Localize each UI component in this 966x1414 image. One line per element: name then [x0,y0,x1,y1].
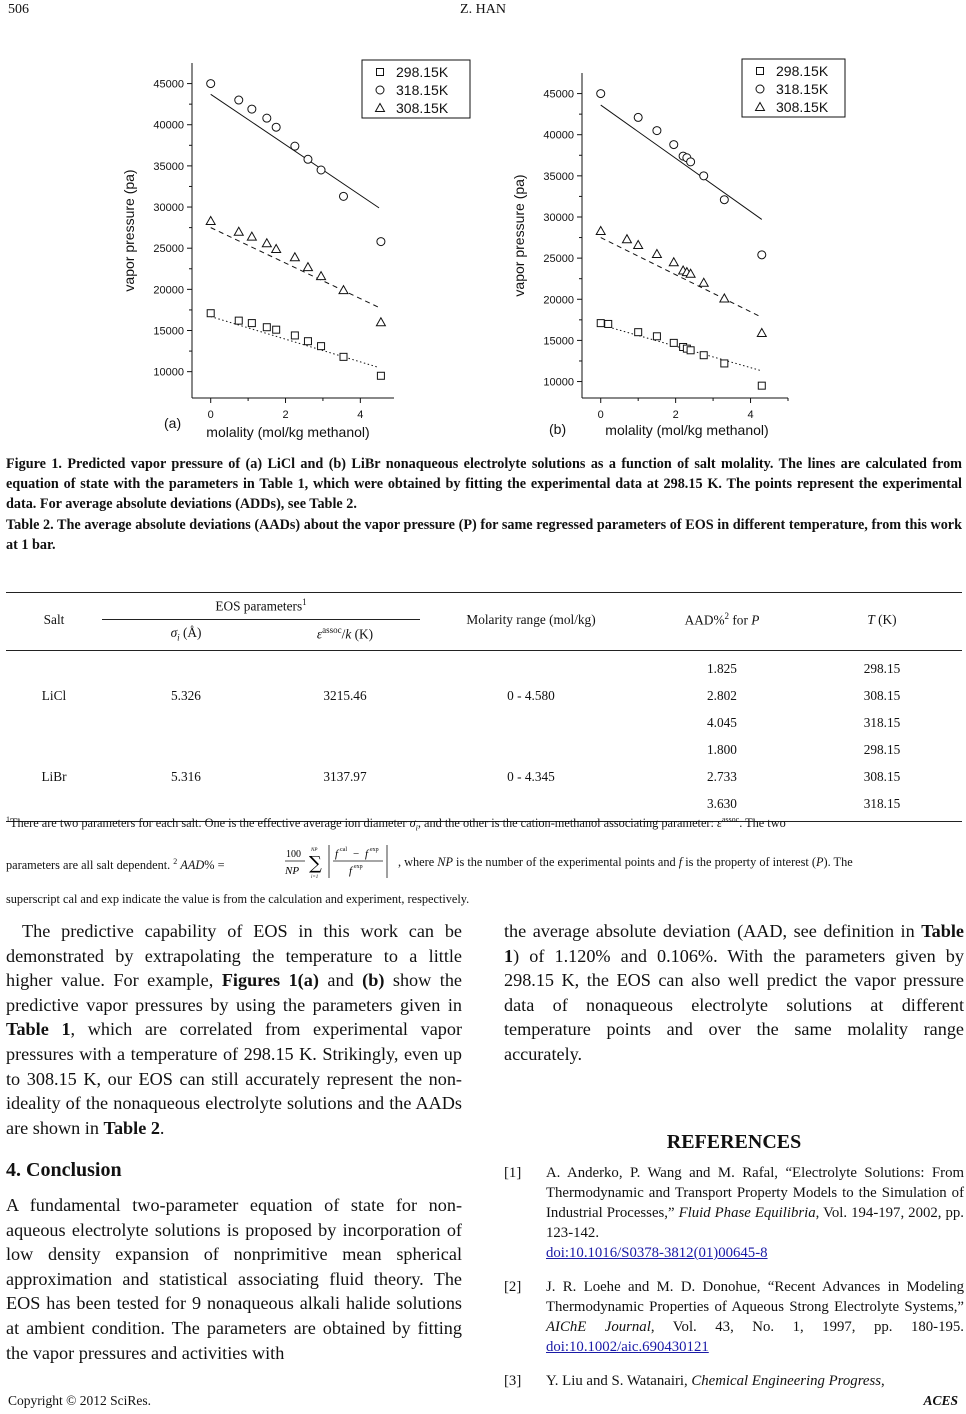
data-point-298.15K [700,352,707,359]
data-point-308.15K [317,272,326,280]
y-tick-label: 25000 [153,243,184,256]
data-point-298.15K [597,320,604,327]
doi-link[interactable]: doi:10.1016/S0378-3812(01)00645-8 [546,1245,768,1261]
x-tick-label: 2 [672,409,679,421]
data-point-318.15K [317,166,325,174]
y-tick-label: 20000 [153,284,184,297]
copyright: Copyright © 2012 SciRes. [8,1393,152,1408]
svg-text:f: f [335,847,339,860]
data-point-308.15K [247,232,256,240]
data-point-308.15K [669,258,678,266]
header-epsilon: $\varepsilon^{assoc}/k$ (K) [316,624,374,642]
data-point-318.15K [700,172,708,180]
references-list [504,1163,964,1405]
temp-cell: 308.15 [863,768,901,784]
header-molarity-range: Molarity range (mol/kg) [466,612,596,627]
paragraph: A fundamental two-parameter equation of state for nonaqueous electrolyte solutions is proposed by incorporation of low density expansion of nonprimitive mean spherical approximation and statistical associating fluid theory. The EOS has been tested for 9 nonaqueous alkali halide solutions at ambient condition. The parameters are obtained by fitting the vapor pressures and activities with [6,1194,462,1363]
temp-cell: 318.15 [863,795,901,811]
data-point-318.15K [653,127,661,135]
legend-label: 298.15K [776,63,829,79]
data-point-308.15K [339,286,348,294]
references-title: REFERENCES [666,1131,802,1153]
data-point-318.15K [340,192,348,200]
svg-text:exp: exp [370,846,379,853]
aad-cell: 4.045 [707,714,737,730]
paragraph: The predictive capability of EOS in this work can be demonstrated by extrapolating the temperature to a little higher value. For example, Figures 1(a) and (b) show the predictive vapor pressures by using the parameters given in Table 1, which are correlated from experimental vapor pressures with a temperature of 298.15 K. Strikingly, even up to 308.15 K, our EOS can still accurately represent the non-ideality of the nonaqueous electrolyte solutions and the AADs are shown in Table 2. [6,921,463,1138]
data-point-318.15K [597,90,605,98]
y-tick-label: 40000 [153,119,184,132]
salt-cell: LiCl [41,687,67,703]
svg-text:∑: ∑ [309,852,322,874]
y-tick-label: 20000 [543,294,574,307]
figure-caption: Figure 1. Predicted vapor pressure of (a) LiCl and (b) LiBr nonaqueous electrolyte solutions as a function of salt molality. The lines are calculated from equation of state with the parameters in Table 1, which were obtained by fitting the experimental data at 298.15 K. The points represent the experimental data. For average absolute deviations (ADDs), see Table 2. [6,456,962,512]
x-tick-label: 4 [747,409,754,421]
data-point-298.15K [273,326,280,333]
y-tick-label: 30000 [543,211,574,224]
svg-text:NP: NP [285,864,300,877]
aad-cell: 1.825 [707,660,737,676]
temp-cell: 318.15 [863,714,901,730]
data-point-308.15K [234,227,243,235]
header-eos-parameters: EOS parameters$^1$ [102,593,420,620]
data-point-298.15K [377,372,384,379]
data-point-318.15K [377,238,385,246]
doi-link[interactable]: doi:10.1002/aic.690430121 [546,1339,709,1355]
svg-text:f: f [349,864,353,877]
data-point-308.15K [622,235,631,243]
data-point-318.15K [634,113,642,121]
salt-cell: LiBr [41,768,67,784]
data-point-318.15K [720,196,728,204]
y-tick-label: 35000 [153,160,184,173]
reference-item: [3] Y. Liu and S. Watanairi, Chemical Engineering Progress, [504,1373,885,1389]
epsilon-cell: 3215.46 [323,687,367,703]
range-cell: 0 - 4.345 [507,768,555,784]
data-point-318.15K [207,80,215,88]
data-point-308.15K [699,278,708,286]
fit-line-318.15K [601,105,762,219]
paragraph: the average absolute deviation (AAD, see definition in Table 1) of 1.120% and 0.106%. With the parameters given by 298.15 K, the EOS can also well predict the vapor pressure data of nonaqueous electrolyte solutions at different temperature points and over the same molality range accurately. [504,921,964,1064]
aad-cell: 3.630 [707,795,737,811]
data-point-298.15K [207,310,214,317]
data-point-318.15K [291,142,299,150]
figure-1a-plot [100,48,485,443]
data-point-298.15K [340,353,347,360]
left-column [6,919,462,1365]
legend-label: 318.15K [776,81,829,97]
reference-item: [2] J. R. Loehe and M. D. Donohue, “Recent Advances in Modeling Thermodynamic Properties of Aqueous Strong Electrolyte Systems,” AIChE Journal, Vol. 43, No. 1, 1997, pp. 180-195. doi:10.1002/aic.690430121 [504,1279,964,1355]
journal-name: ACES [923,1393,958,1408]
y-tick-label: 10000 [153,366,184,379]
temp-cell: 298.15 [863,660,901,676]
x-tick-label: 0 [207,409,214,421]
table-2 [6,592,962,822]
y-tick-label: 25000 [543,253,574,266]
x-tick-label: 0 [597,409,604,421]
y-tick-label: 40000 [543,129,574,142]
svg-text:i=1: i=1 [311,874,319,880]
data-point-318.15K [235,96,243,104]
data-point-308.15K [652,250,661,258]
data-point-308.15K [634,240,643,248]
figure-1b-plot [495,48,870,443]
legend-marker [756,85,764,93]
header-temperature: T (K) [867,612,897,627]
header-aad: AAD%$^2$ for P [684,611,760,628]
y-axis-label: vapor pressure (pa) [121,169,137,292]
y-tick-label: 15000 [153,325,184,338]
data-point-308.15K [720,294,729,302]
y-tick-label: 35000 [543,170,574,183]
data-point-318.15K [687,158,695,166]
data-point-318.15K [263,114,271,122]
section-title: 4. Conclusion [6,1159,122,1182]
legend-marker [376,86,384,94]
data-point-318.15K [304,155,312,163]
data-point-308.15K [757,329,766,337]
temp-cell: 308.15 [863,687,901,703]
right-column [504,919,964,1067]
data-point-308.15K [272,245,281,253]
panel-label: (b) [549,421,567,437]
y-axis-label: vapor pressure (pa) [511,174,527,297]
header-sigma: $\sigma_i$ (Å) [170,624,202,643]
data-point-298.15K [687,347,694,354]
legend-label: 318.15K [396,82,449,98]
data-point-308.15K [376,318,385,326]
legend-label: 308.15K [396,100,449,116]
aad-formula [283,843,395,881]
data-point-308.15K [303,263,312,271]
fit-line-318.15K [211,94,379,208]
epsilon-cell: 3137.97 [323,768,367,784]
table-caption: Table 2. The average absolute deviations (AADs) about the vapor pressure (P) for same regressed parameters of EOS in different temperature, from this work at 1 bar. [6,517,962,553]
data-point-298.15K [758,382,765,389]
svg-text:NP: NP [311,847,318,853]
data-point-298.15K [635,329,642,336]
data-point-308.15K [262,239,271,247]
table-row [6,736,962,763]
header-salt: Salt [43,612,65,627]
data-point-318.15K [758,251,766,259]
y-tick-label: 45000 [543,88,574,101]
temp-cell: 298.15 [863,741,901,757]
footnote-line-1: $^1$There are two parameters for each salt. One is the effective average ion diameter $\sigma_i$, and the other is the cation-methanol associating parameter: $\varepsilon^{assoc}$. The two [6,815,786,833]
running-author: Z. HAN [460,2,506,17]
svg-text:−: − [353,847,360,860]
svg-text:100: 100 [286,848,301,860]
data-point-318.15K [272,123,280,131]
data-point-298.15K [318,343,325,350]
page-number: 506 [8,2,29,17]
aad-cell: 2.802 [707,687,737,703]
data-point-308.15K [596,226,605,234]
x-axis-label: molality (mol/kg methanol) [605,422,769,438]
y-tick-label: 10000 [543,376,574,389]
legend-marker [377,69,384,76]
legend-label: 298.15K [396,64,449,80]
data-point-298.15K [605,320,612,327]
fit-line-308.15K [211,228,379,308]
data-point-298.15K [291,332,298,339]
data-point-318.15K [670,141,678,149]
data-point-308.15K [290,253,299,261]
x-tick-label: 2 [282,409,289,421]
data-point-298.15K [670,339,677,346]
aad-cell: 2.733 [707,768,737,784]
figure-1b [495,48,870,443]
svg-text:cal: cal [340,846,347,853]
footnote-line-2: parameters are all salt dependent. $^2$ AAD% = 100 NP NP ∑ i=1 f cal − f exp f exp , where NP is the number of the experimental points and f is the property of interest (P). The [6,843,966,881]
table-row [6,655,962,682]
figure-1a [100,48,485,443]
data-point-298.15K [263,324,270,331]
data-point-308.15K [206,217,215,225]
data-point-298.15K [304,338,311,345]
y-tick-label: 45000 [153,78,184,91]
x-tick-label: 4 [357,409,364,421]
table-footnote [6,812,966,907]
data-point-318.15K [248,105,256,113]
sigma-cell: 5.326 [171,687,201,703]
fit-line-308.15K [601,238,762,318]
footnote-line-3: superscript cal and exp indicate the value is from the calculation and experiment, respectively. [6,891,470,906]
svg-text:f: f [365,847,369,860]
data-point-298.15K [653,333,660,340]
legend-label: 308.15K [776,99,829,115]
svg-text:exp: exp [354,863,363,870]
sigma-cell: 5.316 [171,768,201,784]
y-tick-label: 30000 [153,202,184,215]
table-body [6,655,962,817]
data-point-298.15K [235,317,242,324]
range-cell: 0 - 4.580 [507,687,555,703]
y-tick-label: 15000 [543,335,574,348]
data-point-298.15K [721,360,728,367]
reference-item: [1] A. Anderko, P. Wang and M. Rafal, “Electrolyte Solutions: From Thermodynamic and Transport Property Models to the Simulation of Industrial Processes,” Fluid Phase Equilibria, Vol. 194-197, 2002, pp. 123-142. doi:10.1016/S0378-3812(01)00645-8 [504,1165,964,1261]
legend-marker [757,68,764,75]
x-axis-label: molality (mol/kg methanol) [206,424,370,440]
data-point-298.15K [248,320,255,327]
aad-cell: 1.800 [707,741,737,757]
panel-label: (a) [164,415,182,431]
